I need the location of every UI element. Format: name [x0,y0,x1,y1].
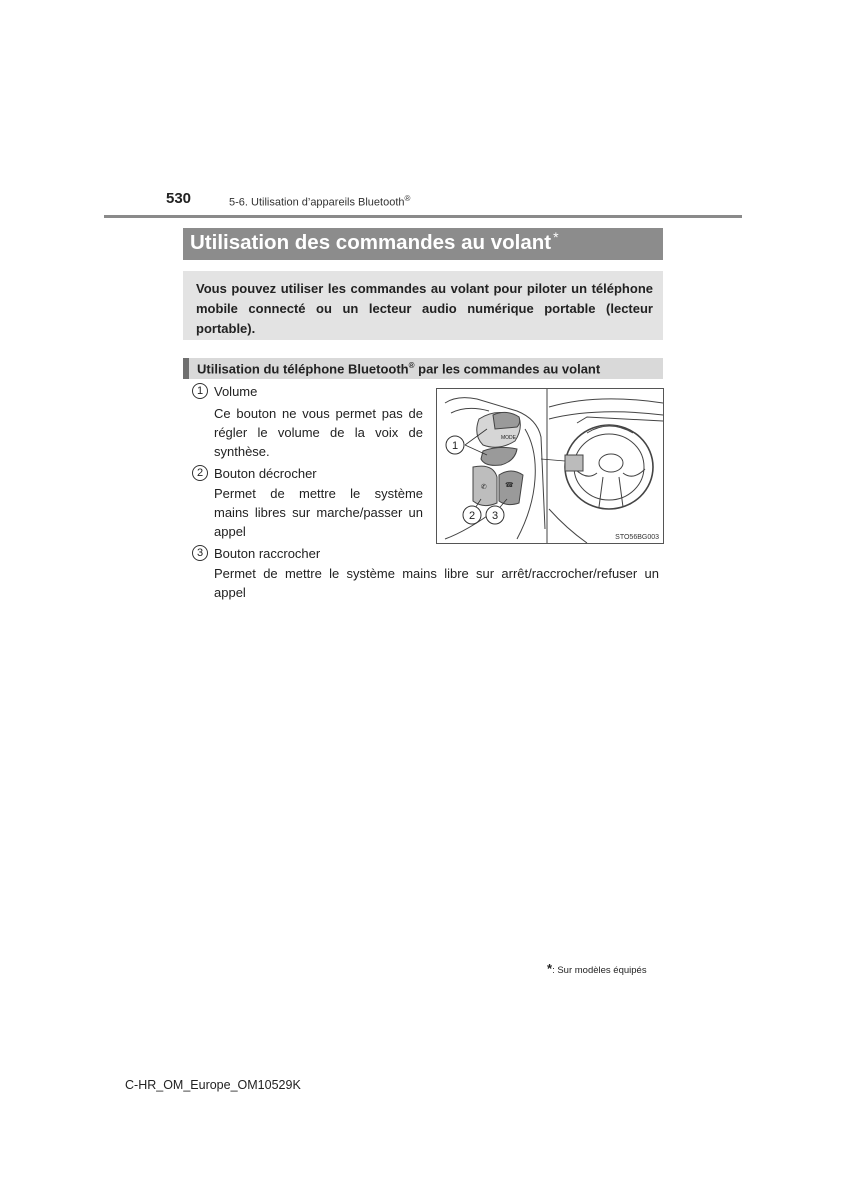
dashboard-view [549,399,663,543]
item-2-line-3: appel [214,524,246,539]
footnote [547,961,647,976]
page-title [190,231,559,255]
subsection-title-end: par les commandes au volant [414,361,601,377]
callout-2 [463,506,481,524]
registered-mark: ® [404,194,411,203]
item-description-hangup [214,564,659,602]
item-2-line-1: Permet de mettre le système [214,486,423,501]
item-2-line-2: mains libres sur marche/passer un [214,505,423,520]
footnote-text: : Sur modèles équipés [552,965,647,976]
figure-code: STO56BG003 [615,534,659,541]
item-number-3: 3 [192,545,208,561]
svg-text:☎: ☎ [505,481,514,489]
item-label-volume: Volume [214,384,258,399]
item-3-line-2: appel [214,585,246,600]
header-rule [104,215,742,218]
svg-text:3: 3 [491,510,499,522]
mode-label: MODE [501,435,516,441]
item-3-line-1: Permet de mettre le système mains libre sur arrêt/raccrocher/refuser un [214,566,659,581]
section-reference [229,194,410,209]
subsection-accent [183,358,189,379]
item-1-line-2: régler le volume de la voix de [214,425,423,440]
svg-text:2: 2 [468,510,476,522]
svg-text:✆: ✆ [481,483,487,491]
callout-1 [446,436,464,454]
item-number-1: 1 [192,383,208,399]
page-number: 530 [166,190,192,207]
item-1-line-3: synthèse. [214,444,270,459]
intro-box [183,271,663,340]
title-asterisk: * [553,229,559,245]
item-label-hangup: Bouton raccrocher [214,546,321,561]
subsection-heading [183,358,663,379]
item-description-volume [214,404,423,461]
subsection-title [197,361,600,376]
steering-switch-figure [436,388,664,544]
svg-text:1: 1 [451,440,459,452]
subsection-title-start: Utilisation du téléphone Bluetooth [197,361,409,377]
title-bar [183,228,663,260]
switch-cluster [473,412,523,505]
footnote-marker: * [547,961,553,976]
section-reference-text: 5-6. Utilisation d’appareils Bluetooth [229,196,405,209]
document-code: C-HR_OM_Europe_OM10529K [125,1078,301,1092]
item-number-2: 2 [192,465,208,481]
item-description-answer [214,484,423,541]
item-1-line-1: Ce bouton ne vous permet pas de [214,406,423,421]
page-title-text: Utilisation des commandes au volant [190,231,552,254]
callout-3 [486,506,504,524]
item-label-answer: Bouton décrocher [214,466,317,481]
intro-text: Vous pouvez utiliser les commandes au volant pour piloter un téléphone mobile connecté ou un lecteur audio numérique portable (lecteur portable). [196,281,653,336]
subsection-registered-mark: ® [408,361,415,370]
steering-wheel-illustration [437,389,663,543]
